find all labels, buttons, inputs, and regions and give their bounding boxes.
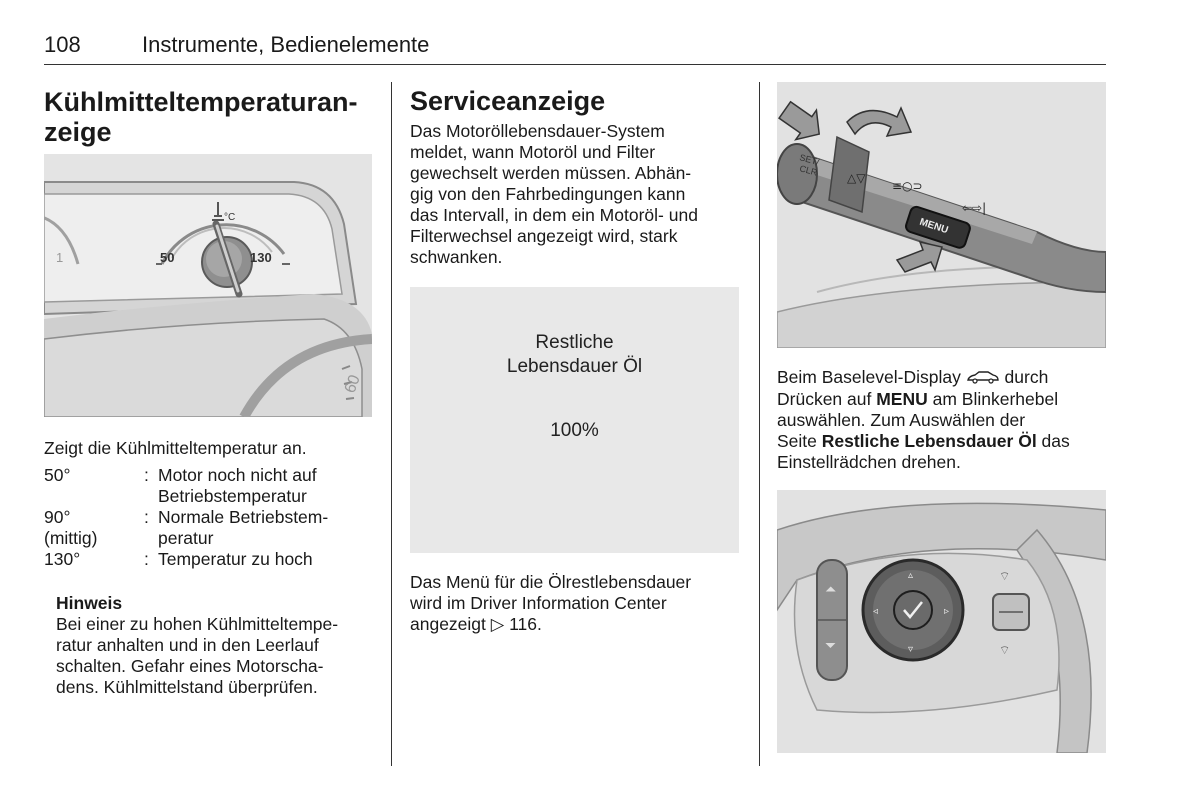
spec-colon: : [144, 465, 149, 485]
phone-down-icon: ⏷ [825, 638, 837, 654]
spec-key [44, 465, 144, 507]
spec-row [44, 465, 374, 507]
spec-value-line: Temperatur zu hoch [158, 549, 313, 569]
spec-value [158, 549, 374, 570]
spec-colon: : [144, 549, 149, 569]
spec-key [44, 549, 144, 570]
menu-instructions [777, 367, 1107, 473]
coolant-heading-line2: zeige [44, 117, 112, 147]
coolant-heading-line1: Kühlmitteltemperaturan- [44, 87, 358, 117]
car-icon [966, 368, 1000, 389]
gauge-low-label: 50 [160, 250, 175, 265]
display-label [410, 331, 739, 379]
spec-key-text: 130° [44, 549, 81, 569]
up-arrow-icon: ▵ [908, 570, 914, 581]
outro-line: angezeigt ▷ 116. [410, 614, 542, 634]
menu-button-label: MENU [918, 216, 950, 237]
column-divider-1 [391, 82, 392, 766]
set-clr-label-1: SET/ [798, 152, 821, 168]
steering-wheel-drawing [777, 490, 1106, 753]
display-label-line1: Restliche [535, 332, 614, 353]
instr-line: Einstellrädchen drehen. [777, 451, 961, 472]
instr-text: Drücken auf [777, 388, 877, 409]
display-label-line2: Lebensdauer Öl [506, 356, 643, 377]
spec-value [158, 465, 374, 507]
spec-value [158, 507, 374, 549]
spec-row [44, 507, 374, 549]
gauge-unit: °C [224, 212, 236, 223]
outro-line: wird im Driver Information Center [410, 593, 667, 613]
service-intro [410, 121, 750, 268]
note-box [56, 593, 386, 698]
gauge-lower-number: 60 [341, 372, 364, 396]
gauge-side-digit: 1 [56, 250, 64, 265]
set-clr-label-2: CLR [798, 163, 819, 178]
coolant-spec-list [44, 465, 374, 570]
spec-value-line: peratur [158, 528, 214, 548]
indicator-icon: ⇦⇨| [962, 201, 987, 215]
phone-up-icon: ⏶ [825, 582, 837, 598]
note-line: dens. Kühlmittelstand überprüfen. [56, 677, 318, 697]
section-title: Instrumente, Bedienelemente [142, 32, 430, 57]
service-heading: Serviceanzeige [410, 86, 606, 116]
spec-value-line: Normale Betriebstem- [158, 507, 329, 527]
instr-text: am Blinkerhebel [927, 388, 1059, 409]
instr-text: Seite [777, 430, 822, 451]
note-title: Hinweis [56, 593, 123, 613]
oil-life-display [410, 287, 739, 553]
gauge-high-label: 130 [250, 250, 272, 265]
stalk-illustration [777, 82, 1106, 348]
spec-key-text: 90° [44, 507, 71, 527]
intro-line: Das Motoröllebensdauer-System [410, 121, 665, 141]
outro-line: Das Menü für die Ölrestlebensdauer [410, 572, 692, 592]
note-line: schalten. Gefahr eines Motorscha- [56, 656, 324, 676]
spec-row [44, 549, 374, 570]
spec-value-line: Betriebstemperatur [158, 486, 307, 506]
spec-colon: : [144, 507, 149, 527]
intro-line: gewechselt werden müssen. Abhän- [410, 163, 692, 183]
display-value: 100% [550, 420, 599, 441]
instr-line [777, 389, 1107, 410]
intro-line: Filterwechsel angezeigt wird, stark [410, 226, 678, 246]
down-arrow-icon: ▿ [908, 644, 914, 655]
page-number: 108 [44, 32, 81, 57]
spec-value-line: Motor noch nicht auf [158, 465, 317, 485]
instr-line [777, 431, 1107, 452]
instr-text: durch [999, 367, 1049, 387]
adjust-icon: △▽ [847, 171, 866, 185]
note-line: Bei einer zu hohen Kühlmitteltempe- [56, 614, 339, 634]
page-keyword: Restliche Lebensdauer Öl [821, 430, 1037, 451]
coolant-gauge-drawing [44, 154, 372, 417]
menu-keyword: MENU [876, 388, 928, 409]
instr-line [777, 367, 1107, 389]
instr-text: das [1036, 430, 1070, 451]
intro-line: meldet, wann Motoröl und Filter [410, 142, 656, 162]
spec-key-text: 50° [44, 465, 71, 485]
lights-icon: ≡○⊃ [892, 179, 923, 193]
left-arrow-icon: ◃ [873, 606, 879, 617]
spec-key-text: (mittig) [44, 528, 98, 548]
instr-text: Beim Baselevel-Display [777, 367, 966, 387]
header-rule [44, 64, 1106, 65]
spec-key [44, 507, 144, 549]
voice-icon: ⌔ [999, 569, 1011, 583]
coolant-intro: Zeigt die Kühlmitteltemperatur an. [44, 438, 307, 458]
instr-line: auswählen. Zum Auswählen der [777, 409, 1026, 430]
steering-wheel-controls-illustration [777, 490, 1106, 753]
mute-icon: ⌔ [999, 643, 1011, 657]
service-outro [410, 572, 750, 635]
coolant-gauge-illustration [44, 154, 372, 417]
note-line: ratur anhalten und in den Leerlauf [56, 635, 319, 655]
intro-line: gig von den Fahrbedingungen kann [410, 184, 686, 204]
column-divider-2 [759, 82, 760, 766]
coolant-heading [44, 87, 358, 147]
stalk-drawing [777, 82, 1106, 348]
intro-line: das Intervall, in dem ein Motoröl- und [410, 205, 698, 225]
intro-line: schwanken. [410, 247, 503, 267]
right-arrow-icon: ▹ [944, 606, 950, 617]
